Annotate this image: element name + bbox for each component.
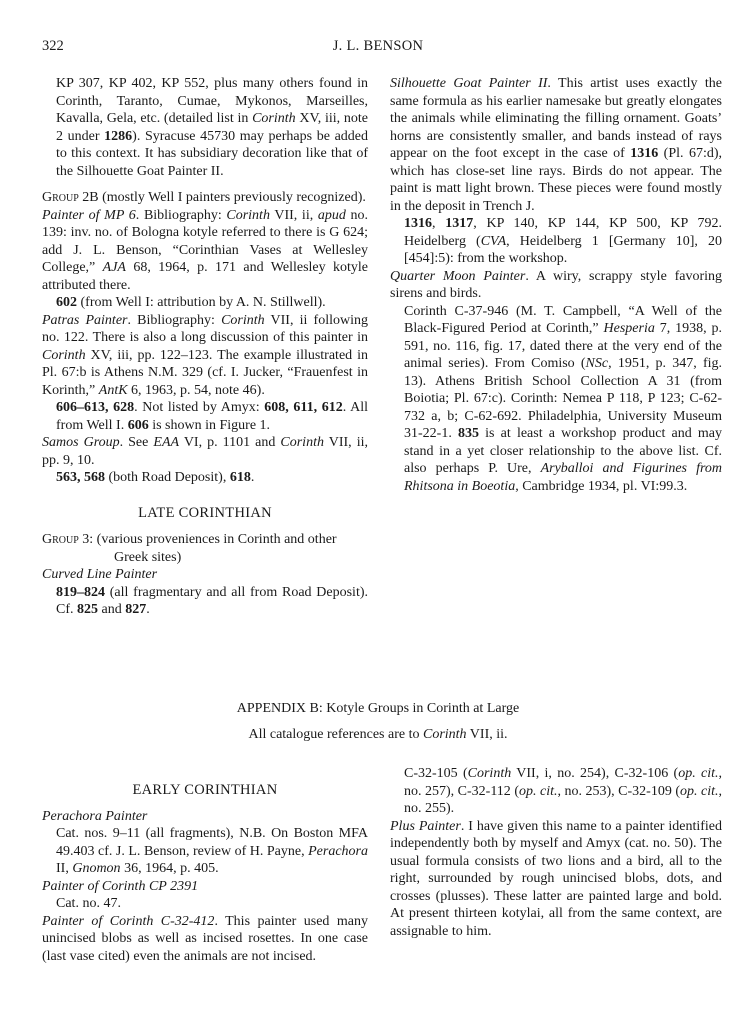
- text: 2B (mostly Well I painters previously recognized).: [78, 190, 366, 205]
- bold-text: 819–824: [56, 584, 105, 600]
- text: . I have given this name to a painter identified independently both by myself and Amyx (cat. no. 50). The usual formula consists of two lions and a bird, all to the right, surrounded by rough unincised blobs, dots, and crosses (plusses). These latter are painted large and bold. At present thirteen kotylai, all from the same context, are assignable to him.: [390, 818, 722, 939]
- bold-text: 618: [229, 470, 251, 485]
- paragraph: [42, 75, 368, 180]
- text: (Pl. 67:d), which has close-set line rays. Birds do not appear. The paint is matt light brown. These pieces were found mostly in the deposit in Trench J.: [390, 146, 722, 214]
- small-caps-text: Group: [42, 532, 79, 547]
- bold-text: 606: [127, 417, 149, 433]
- page-number: 322: [42, 38, 64, 54]
- text: Corinth C-37-946 (M. T. Campbell, “A Well of the Black-Figured Period at Corinth,”: [404, 303, 722, 336]
- text: no. 139: inv. no. of Bologna kotyle referred to there is G 624; add J. L. Benson, “Corinthian Vases at Wellesley College,”: [42, 207, 369, 275]
- text: EARLY CORINTHIAN: [132, 782, 278, 798]
- text: All catalogue references are to: [248, 726, 423, 742]
- paragraph: [42, 531, 368, 566]
- paragraph: [390, 303, 722, 496]
- text: APPENDIX B: Kotyle Groups in Corinth at Large: [236, 701, 520, 716]
- italic-text: op. cit.: [518, 783, 558, 799]
- text: C-32-105 (: [404, 766, 468, 781]
- italic-text: Painter of Corinth CP 2391: [42, 878, 199, 894]
- paragraph: [42, 566, 368, 584]
- paragraph: [42, 469, 368, 487]
- text: , 1951, p. 347, fig. 13). Athens British School Collection A 31 (from Boiotia; Pl. 67:c). Corinth: Nemea P 118, P 123; C-62-732 a, b; C-62-692. Philadelphia, University Museum 31-22-1.: [404, 356, 722, 441]
- text: VII, ii following no. 122. There is also a long discussion of this painter in: [42, 312, 368, 345]
- italic-text: Perachora: [308, 843, 368, 859]
- italic-text: Plus Painter: [390, 818, 461, 834]
- paragraph: [42, 825, 368, 878]
- italic-text: op. cit.: [678, 766, 719, 781]
- text: . This painter used many unincised blobs as well as incised rosettes. In one case (last vase cited) even the animals are not incised.: [42, 913, 368, 964]
- text: . See: [119, 435, 154, 450]
- paragraph: [390, 268, 722, 303]
- italic-text: AntK: [98, 382, 128, 398]
- bottom-right-column: [390, 765, 722, 940]
- italic-text: Corinth: [280, 435, 324, 450]
- paragraph: [42, 207, 368, 295]
- text: 6, 1963, p. 54, note 46).: [127, 382, 265, 398]
- text: LATE CORINTHIAN: [138, 504, 272, 521]
- bold-text: 602: [56, 295, 77, 310]
- appendix-heading: [0, 700, 756, 751]
- text: , no. 257), C-32-112 (: [404, 766, 722, 799]
- italic-text: Hesperia: [603, 321, 655, 336]
- text: Cat. no. 47.: [56, 896, 121, 911]
- text: VI, p. 1101 and: [179, 435, 281, 450]
- text: . A wiry, scrappy style favoring sirens and birds.: [390, 268, 722, 301]
- text: 7, 1938, p. 591, no. 116, fig. 17, dated there at the very end of the animal series). From Comiso (: [404, 321, 722, 371]
- text: .: [146, 602, 150, 617]
- paragraph: [42, 895, 368, 913]
- italic-text: NSc: [585, 356, 609, 371]
- text: . Bibliography:: [135, 207, 227, 223]
- text: XV, iii, note 2 under: [56, 111, 368, 144]
- text: , KP 140, KP 144, KP 500, KP 792. Heidelberg (: [404, 216, 723, 249]
- bold-text: 835: [458, 426, 479, 441]
- italic-text: Curved Line Painter: [42, 567, 158, 582]
- paragraph: [42, 913, 368, 966]
- bold-text: 825: [77, 602, 98, 617]
- italic-text: Silhouette Goat Painter II: [390, 76, 548, 91]
- section-heading: [42, 505, 368, 523]
- text: and: [98, 602, 126, 617]
- paragraph: [42, 189, 368, 207]
- text: XV, iii, pp. 122–123. The example illustrated in Pl. 67:b is Athens N.M. 329 (cf. I. Jucker, “Frauenfest in Korinth,”: [42, 347, 368, 398]
- italic-text: apud: [317, 207, 346, 223]
- paragraph: [42, 808, 368, 826]
- italic-text: Corinth: [467, 766, 512, 781]
- paragraph: [42, 294, 368, 312]
- paragraph: [42, 584, 368, 619]
- text: Cat. nos. 9–11 (all fragments), N.B. On Boston MFA 49.403 cf. J. L. Benson, review of H. Payne,: [56, 826, 368, 859]
- paragraph: [42, 878, 368, 896]
- bold-text: 1316: [404, 216, 432, 231]
- text: , Cambridge 1934, pl. VI:99.3.: [515, 478, 688, 494]
- italic-text: op. cit.: [680, 783, 719, 799]
- italic-text: Corinth: [221, 312, 265, 328]
- italic-text: Perachora Painter: [42, 808, 148, 824]
- text: II,: [56, 861, 73, 876]
- text: 36, 1964, p. 405.: [120, 861, 219, 876]
- text: ). Syracuse 45730 may perhaps be added to this context. It has subsidiary decoration like that of the Silhouette Goat Painter II.: [56, 128, 368, 179]
- text: (all fragmentary and all from Road Deposit). Cf.: [56, 584, 368, 617]
- italic-text: Corinth: [252, 111, 296, 126]
- text: . This artist uses exactly the same formula as his earlier namesake but greatly elongates the animals while eliminating the filling ornament. Goats’ horns are consistently smaller, and bands instead of rays appear on the foot except in the case of: [390, 76, 722, 161]
- italic-text: Quarter Moon Painter: [390, 268, 526, 284]
- italic-text: EAA: [153, 435, 180, 450]
- text: . All from Well I.: [56, 400, 368, 433]
- bold-text: 606–613, 628: [56, 400, 135, 415]
- italic-text: Painter of Corinth C-32-412: [42, 913, 215, 929]
- text: . Not listed by Amyx:: [134, 400, 265, 415]
- bold-text: 1317: [445, 216, 474, 231]
- text: 68, 1964, p. 171 and Wellesley kotyle attributed there.: [42, 260, 368, 293]
- text: VII, i, no. 254), C-32-106 (: [511, 766, 679, 781]
- italic-text: Samos Group: [42, 435, 120, 450]
- italic-text: Aryballoi and Figurines from Rhitsona in Boeotia: [404, 461, 722, 494]
- italic-text: Patras Painter: [42, 312, 128, 328]
- bold-text: 1286: [104, 128, 133, 144]
- text: is at least a workshop product and may stand in a yet closer relationship to the above list. Cf. also perhaps P. Ure,: [404, 426, 722, 476]
- text: .: [250, 470, 255, 485]
- text: (from Well I: attribution by A. N. Stillwell).: [77, 295, 326, 310]
- bottom-left-column: [42, 782, 368, 965]
- text: VII, ii,: [269, 207, 318, 223]
- section-heading: [42, 782, 368, 800]
- text: 3: (various proveniences in Corinth and other Greek sites): [78, 532, 337, 565]
- text: , no. 255).: [404, 783, 722, 816]
- paragraph: [390, 765, 722, 818]
- right-column: [390, 75, 722, 495]
- text: (both Road Deposit),: [105, 470, 230, 485]
- italic-text: Corinth: [42, 347, 86, 363]
- italic-text: Painter of MP 6: [42, 207, 136, 223]
- small-caps-text: Group: [42, 190, 79, 205]
- italic-text: CVA: [480, 233, 507, 249]
- paragraph: [390, 215, 722, 268]
- italic-text: AJA: [102, 260, 126, 275]
- text: KP 307, KP 402, KP 552, plus many others found in Corinth, Taranto, Cumae, Mykonos, Marseilles, Kavalla, Gela, etc. (detailed list in: [56, 76, 368, 126]
- text: , Heidelberg 1 [Germany 10], 20 [454]:5): from the workshop.: [404, 233, 723, 266]
- text: ,: [432, 216, 446, 231]
- italic-text: Corinth: [226, 207, 270, 223]
- text: . Bibliography:: [127, 312, 222, 328]
- appendix-note: [0, 726, 756, 744]
- text: VII, ii, pp. 9, 10.: [42, 435, 368, 468]
- text: , no. 253), C-32-109 (: [557, 783, 680, 799]
- paragraph: [42, 312, 368, 400]
- left-column: [42, 75, 368, 619]
- paragraph: [390, 818, 722, 941]
- running-head: J. L. BENSON: [332, 38, 424, 54]
- text: VII, ii.: [466, 726, 508, 742]
- italic-text: Gnomon: [72, 861, 121, 876]
- bold-text: 563, 568: [56, 470, 105, 485]
- paragraph: [42, 434, 368, 469]
- text: is shown in Figure 1.: [148, 417, 271, 433]
- bold-text: 1316: [630, 146, 659, 161]
- italic-text: Corinth: [422, 726, 467, 742]
- bold-text: 827: [125, 602, 147, 617]
- paragraph: [42, 399, 368, 434]
- bold-text: 608, 611, 612: [264, 400, 343, 415]
- paragraph: [390, 75, 722, 215]
- appendix-title: [0, 700, 756, 718]
